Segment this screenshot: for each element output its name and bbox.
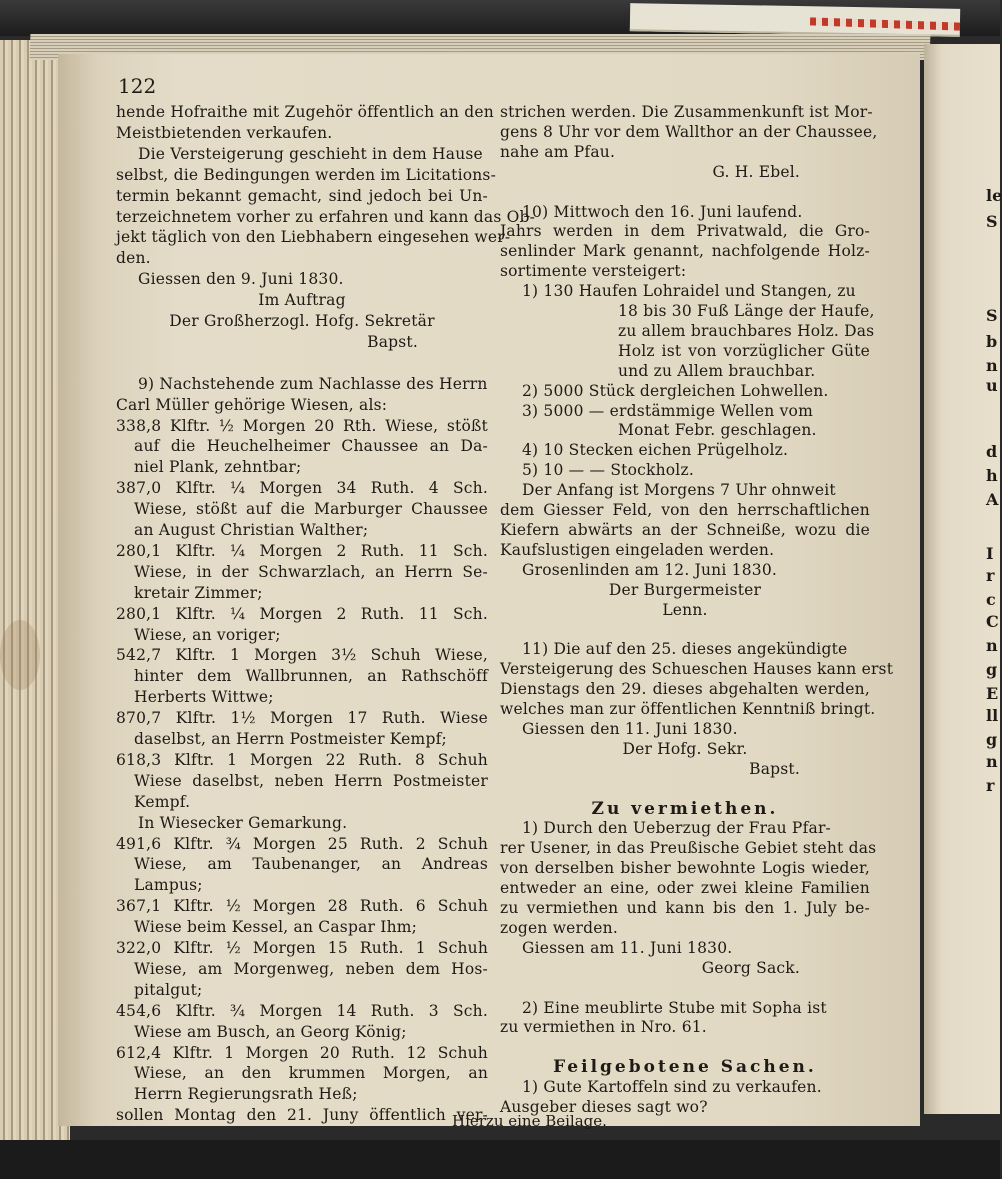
page-number: 122 bbox=[118, 74, 157, 98]
left-column-line: Wiese beim Kessel, an Caspar Ihm; bbox=[134, 918, 418, 937]
left-column-line: hinter dem Wallbrunnen, an Rathschöff bbox=[134, 667, 488, 686]
facing-page-fragment: ll bbox=[986, 706, 999, 725]
left-column-line: 387,0 Klftr. ¼ Morgen 34 Ruth. 4 Sch. bbox=[116, 479, 488, 498]
footer-note: Hierzu eine Beilage. bbox=[452, 1112, 607, 1130]
right-column-line: 1) Gute Kartoffeln sind zu verkaufen. bbox=[522, 1078, 822, 1097]
facing-page-fragment: E bbox=[986, 684, 999, 703]
facing-page-fragment: g bbox=[986, 660, 998, 679]
right-column-line: und zu Allem brauchbar. bbox=[618, 361, 816, 380]
right-column-line bbox=[500, 1037, 870, 1057]
right-column-line: gens 8 Uhr vor dem Wallthor an der Chaussee, bbox=[500, 122, 878, 141]
left-column-line: Carl Müller gehörige Wiesen, als: bbox=[116, 395, 388, 414]
left-column-line: den. bbox=[116, 249, 151, 268]
left-column-line: pitalgut; bbox=[134, 980, 203, 999]
left-column-line: selbst, die Bedingungen werden im Licitations- bbox=[116, 165, 497, 184]
right-column-line: 3) 5000 — erdstämmige Wellen vom bbox=[522, 401, 813, 420]
left-column-line: 280,1 Klftr. ¼ Morgen 2 Ruth. 11 Sch. bbox=[116, 541, 488, 560]
background-bottom bbox=[0, 1140, 1000, 1179]
left-column-line: Wiese, in der Schwarzlach, an Herrn Se- bbox=[134, 562, 488, 581]
facing-page-fragment: r bbox=[986, 566, 995, 585]
left-column-line: Wiese, am Morgenweg, neben dem Hos- bbox=[134, 959, 488, 978]
left-column-line: 491,6 Klftr. ¾ Morgen 25 Ruth. 2 Schuh bbox=[116, 834, 488, 853]
facing-page-fragment: le bbox=[986, 186, 1002, 205]
right-column-line: nahe am Pfau. bbox=[500, 142, 616, 161]
facing-page-fragment: h bbox=[986, 466, 998, 485]
right-column-line: sortimente versteigert: bbox=[500, 262, 687, 281]
left-column-line bbox=[116, 353, 488, 373]
left-column-line: Wiese am Busch, an Georg König; bbox=[134, 1022, 407, 1041]
facing-page-fragment: n bbox=[986, 636, 998, 655]
left-column-line: Lampus; bbox=[134, 876, 203, 895]
right-column-line: 11) Die auf den 25. dieses angekündigte bbox=[522, 640, 848, 659]
facing-page-fragment: C bbox=[986, 612, 999, 631]
facing-page-fragment: d bbox=[986, 442, 998, 461]
right-column-line: zu vermiethen in Nro. 61. bbox=[500, 1018, 707, 1037]
right-column-line: von derselben bisher bewohnte Logis wieder, bbox=[500, 859, 870, 878]
right-column-line: 2) 5000 Stück dergleichen Lohwellen. bbox=[522, 381, 829, 400]
right-column-line: zogen werden. bbox=[500, 918, 618, 937]
right-column-line bbox=[500, 182, 870, 202]
left-column-line: 280,1 Klftr. ¼ Morgen 2 Ruth. 11 Sch. bbox=[116, 604, 488, 623]
left-column-line: Die Versteigerung geschieht in dem Hause bbox=[138, 144, 483, 163]
right-column-line: strichen werden. Die Zusammenkunft ist Mor- bbox=[500, 103, 873, 121]
left-column-line: auf die Heuchelheimer Chaussee an Da- bbox=[134, 437, 488, 456]
facing-page-fragment: I bbox=[986, 544, 994, 563]
right-column-line: 2) Eine meublirte Stube mit Sopha ist bbox=[522, 998, 827, 1017]
left-column-line: In Wiesecker Gemarkung. bbox=[138, 813, 348, 832]
left-column-line: Meistbietenden verkaufen. bbox=[116, 123, 333, 142]
facing-page-fragment: S bbox=[986, 212, 998, 231]
right-column-line: zu allem brauchbares Holz. Das bbox=[618, 321, 875, 340]
left-column-line: Wiese, stößt auf die Marburger Chaussee bbox=[134, 500, 488, 519]
left-column-line: 322,0 Klftr. ½ Morgen 15 Ruth. 1 Schuh bbox=[116, 939, 488, 957]
facing-page-fragment: S bbox=[986, 306, 998, 325]
left-column-line: daselbst, an Herrn Postmeister Kempf; bbox=[134, 730, 447, 748]
facing-page-fragment: r bbox=[986, 776, 995, 795]
right-column-line: Georg Sack. bbox=[701, 958, 800, 977]
right-column-line: Giessen am 11. Juni 1830. bbox=[522, 938, 733, 957]
left-column-line: 338,8 Klftr. ½ Morgen 20 Rth. Wiese, stößt bbox=[116, 416, 488, 435]
left-column-line: Wiese, an den krummen Morgen, an bbox=[134, 1064, 488, 1083]
left-column-line: kretair Zimmer; bbox=[134, 583, 263, 602]
left-column-line: 454,6 Klftr. ¾ Morgen 14 Ruth. 3 Sch. bbox=[116, 1001, 488, 1020]
left-column-line: Giessen den 9. Juni 1830. bbox=[138, 270, 344, 289]
left-column-line: 618,3 Klftr. 1 Morgen 22 Ruth. 8 Schuh bbox=[116, 750, 488, 769]
facing-page-fragment: g bbox=[986, 730, 998, 749]
left-column-line: 542,7 Klftr. 1 Morgen 3½ Schuh Wiese, bbox=[116, 646, 488, 665]
facing-page-fragment: A bbox=[986, 490, 999, 509]
left-column-line: 367,1 Klftr. ½ Morgen 28 Ruth. 6 Schuh bbox=[116, 897, 488, 916]
right-column-line: G. H. Ebel. bbox=[712, 162, 800, 181]
right-column-line: dem Giesser Feld, von den herrschaftlichen bbox=[500, 501, 870, 519]
right-column-line: 1) Durch den Ueberzug der Frau Pfar- bbox=[522, 819, 831, 838]
left-column-line: Wiese daselbst, neben Herrn Postmeister bbox=[134, 771, 488, 790]
right-column-line: Ausgeber dieses sagt wo? bbox=[500, 1098, 708, 1116]
right-column-line: 5) 10 — — Stockholz. bbox=[522, 461, 694, 480]
facing-page-fragment: n bbox=[986, 356, 998, 375]
right-column-line: zu vermiethen und kann bis den 1. July be- bbox=[500, 899, 870, 917]
left-column-line: sollen Montag den 21. Juny öffentlich ver- bbox=[116, 1106, 488, 1125]
right-column-line: entweder an eine, oder zwei kleine Familien bbox=[500, 879, 870, 898]
right-column-line: Lenn. bbox=[662, 600, 708, 619]
right-column-line: 10) Mittwoch den 16. Juni laufend. bbox=[522, 202, 803, 221]
left-column-line: Herrn Regierungsrath Heß; bbox=[134, 1085, 358, 1104]
left-column-line: an August Christian Walther; bbox=[134, 521, 369, 539]
right-column-line: Jahrs werden in dem Privatwald, die Gro- bbox=[500, 222, 870, 241]
left-column-line: Bapst. bbox=[367, 332, 418, 351]
right-column-line: Bapst. bbox=[749, 759, 800, 778]
left-column-line: terzeichnetem vorher zu erfahren und kann das Ob- bbox=[116, 207, 536, 226]
left-column-line: jekt täglich von den Liebhabern eingesehen wer- bbox=[116, 228, 511, 247]
facing-page-fragment: n bbox=[986, 752, 998, 771]
left-column-line: niel Plank, zehntbar; bbox=[134, 458, 302, 477]
facing-page-fragment: c bbox=[986, 590, 996, 609]
right-column-line: Kiefern abwärts an der Schneiße, wozu die bbox=[500, 520, 870, 539]
right-column-line: Der Hofg. Sekr. bbox=[622, 739, 748, 758]
right-column-line: 1) 130 Haufen Lohraidel und Stangen, zu bbox=[522, 282, 856, 301]
right-column-line: Holz ist von vorzüglicher Güte bbox=[618, 341, 870, 360]
right-column-line: Der Burgermeister bbox=[608, 580, 762, 599]
right-column-line: Giessen den 11. Juni 1830. bbox=[522, 719, 738, 738]
left-column-line: 870,7 Klftr. 1½ Morgen 17 Ruth. Wiese bbox=[116, 709, 488, 728]
right-column-line: Zu vermiethen. bbox=[591, 798, 779, 819]
right-column-line bbox=[500, 978, 870, 998]
right-column-line: 4) 10 Stecken eichen Prügelholz. bbox=[522, 441, 789, 460]
right-column-line bbox=[500, 619, 870, 639]
right-column-line: 18 bis 30 Fuß Länge der Haufe, bbox=[618, 302, 875, 320]
right-column-line: Monat Febr. geschlagen. bbox=[618, 421, 817, 440]
right-column-line: Kaufslustigen eingeladen werden. bbox=[500, 540, 775, 559]
right-column-line: Dienstags den 29. dieses abgehalten werden, bbox=[500, 680, 870, 699]
left-column-line: Herberts Wittwe; bbox=[134, 688, 274, 707]
right-column-line: Feilgebotene Sachen. bbox=[553, 1057, 817, 1078]
left-column-line: 9) Nachstehende zum Nachlasse des Herrn bbox=[138, 374, 488, 393]
facing-page-fragment: b bbox=[986, 332, 998, 351]
right-column-line: Versteigerung des Schueschen Hauses kann erst bbox=[500, 660, 894, 679]
right-column-line: rer Usener, in das Preußische Gebiet steht das bbox=[500, 839, 877, 858]
right-column-line: Der Anfang ist Morgens 7 Uhr ohnweit bbox=[522, 481, 836, 500]
left-column-line: termin bekannt gemacht, sind jedoch bei Un- bbox=[116, 186, 488, 205]
left-column-line: hende Hofraithe mit Zugehör öffentlich an den bbox=[116, 103, 494, 121]
paper-stain bbox=[0, 620, 40, 690]
right-column-line: Grosenlinden am 12. Juni 1830. bbox=[522, 560, 778, 579]
left-column-line: Im Auftrag bbox=[258, 291, 346, 310]
right-column-line bbox=[500, 779, 870, 799]
right-column-line: welches man zur öffentlichen Kenntniß bringt. bbox=[500, 700, 876, 718]
right-column-line: senlinder Mark genannt, nachfolgende Holz- bbox=[500, 242, 870, 261]
left-column-line: Wiese, an voriger; bbox=[134, 625, 281, 644]
left-column-line: Wiese, am Taubenanger, an Andreas bbox=[134, 855, 488, 874]
left-column-line: 612,4 Klftr. 1 Morgen 20 Ruth. 12 Schuh bbox=[116, 1043, 488, 1062]
left-column-line: Kempf. bbox=[134, 792, 191, 811]
left-column-line: Der Großherzogl. Hofg. Sekretär bbox=[169, 312, 435, 330]
facing-page-fragment: u bbox=[986, 376, 998, 395]
